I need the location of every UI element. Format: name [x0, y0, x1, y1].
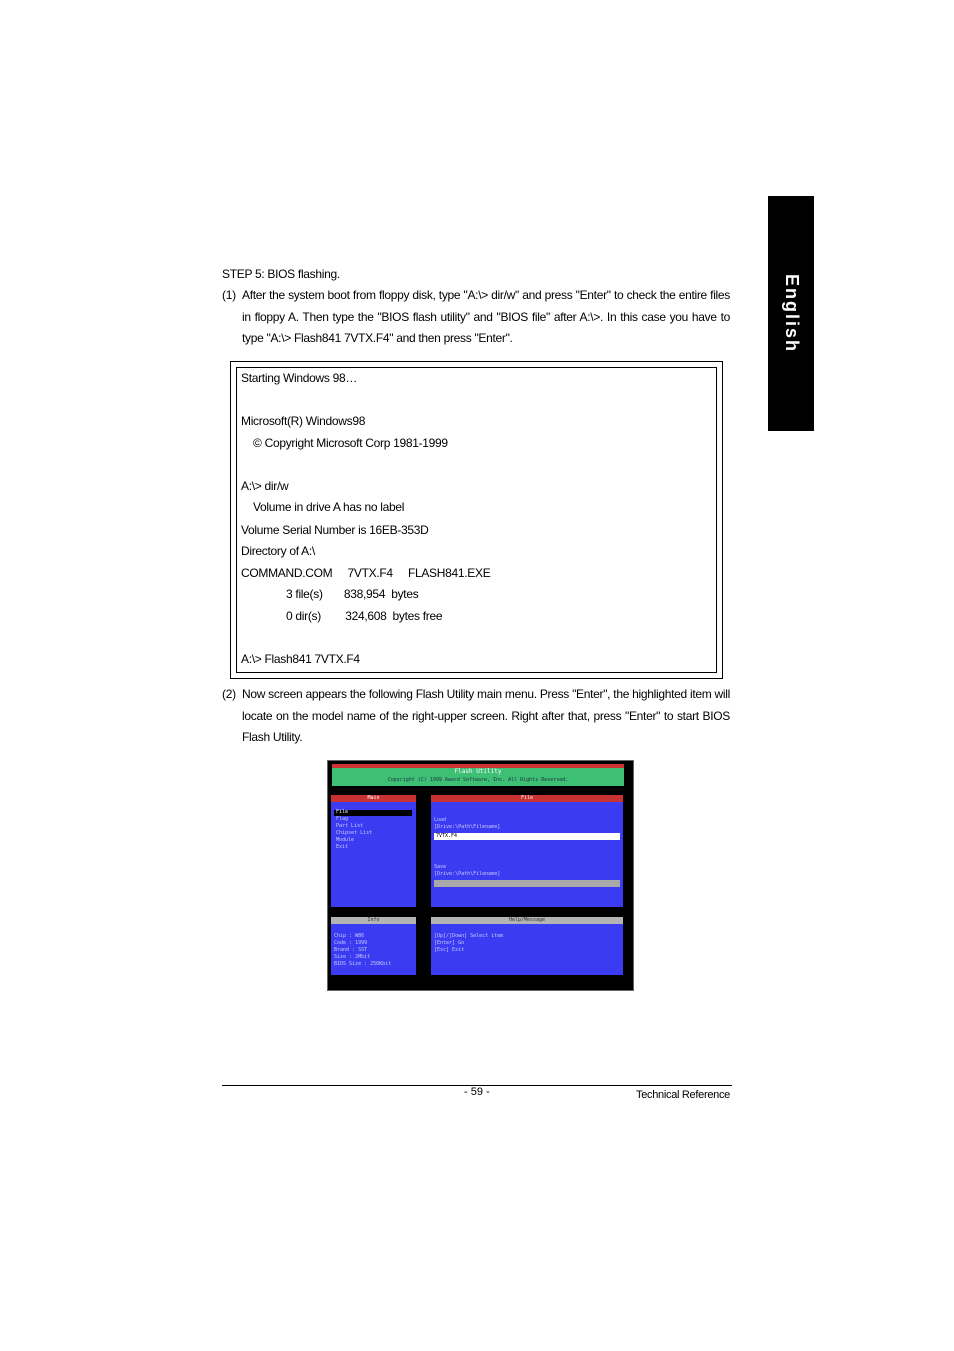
file-item[interactable]: [Drive:\Path\Filename]	[434, 824, 501, 830]
main-item[interactable]: Chipset List	[336, 830, 373, 836]
file-selection-bar	[434, 833, 620, 840]
file-item[interactable]: Load	[434, 817, 447, 823]
main-item[interactable]: Module	[336, 837, 355, 843]
dos-line: 0 dir(s) 324,608 bytes free	[286, 609, 443, 623]
instruction-2-number: (2)	[222, 687, 236, 701]
main-item[interactable]: Exit	[336, 844, 349, 850]
file-panel-header: File	[431, 795, 623, 802]
info-item: BIOS Size : 256Kbit	[334, 961, 392, 967]
dos-line: A:\> Flash841 7VTX.F4	[241, 652, 360, 666]
help-panel-header: Help/Message	[431, 917, 623, 924]
info-item: Brand : SST	[334, 947, 368, 953]
main-item[interactable]: File	[336, 809, 349, 815]
dos-line: Volume in drive A has no label	[253, 500, 405, 514]
help-item: [Enter] Go	[434, 940, 465, 946]
language-tab-label: English	[781, 273, 802, 354]
dos-line: Microsoft(R) Windows98	[241, 414, 366, 428]
main-panel-header: Main	[331, 795, 416, 802]
instruction-1	[222, 285, 730, 350]
flash-utility-screenshot	[327, 760, 634, 991]
dos-line: A:\> dir/w	[241, 479, 289, 493]
info-panel	[331, 917, 416, 975]
flash-title: Flash Utility	[454, 768, 502, 775]
instruction-1-number: (1)	[222, 288, 236, 302]
file-item[interactable]: 7VTX.F4	[436, 833, 458, 839]
file-item[interactable]: [Drive:\Path\Filename]	[434, 871, 501, 877]
help-item: [Esc] Exit	[434, 947, 465, 953]
dos-screen-inner	[236, 367, 717, 673]
instruction-2	[222, 684, 730, 749]
dos-line: Starting Windows 98…	[241, 371, 358, 385]
dos-line: Volume Serial Number is 16EB-353D	[241, 523, 429, 537]
main-item[interactable]: Flag	[336, 816, 349, 822]
footer-section-title: Technical Reference	[636, 1089, 730, 1101]
language-tab	[768, 196, 814, 431]
file-panel	[431, 795, 623, 907]
file-item[interactable]: Save	[434, 864, 447, 870]
dos-screen-box	[230, 361, 723, 679]
flash-copyright: Copyright (C) 1999 Award Software, Inc. All Rights Reserved.	[387, 777, 569, 783]
instruction-2-text: Now screen appears the following Flash Utility main menu. Press "Enter", the highlighted item will locate on the model name of the right-upper screen. Right after that, press "Enter" to start BIOS Flash Utility.	[242, 687, 730, 744]
info-item: Size : 2Mbit	[334, 954, 371, 960]
help-item: [Up]/[Down] Select item	[434, 933, 504, 939]
page-number: - 59 -	[464, 1086, 490, 1098]
dos-line: COMMAND.COM 7VTX.F4 FLASH841.EXE	[241, 566, 491, 580]
dos-line: 3 file(s) 838,954 bytes	[286, 587, 419, 601]
dos-line: Directory of A:\	[241, 544, 315, 558]
main-item[interactable]: Part List	[336, 823, 364, 829]
help-panel	[431, 917, 623, 975]
instruction-1-text: After the system boot from floppy disk, type "A:\> dir/w" and press "Enter" to check the entire files in floppy A. Then type the "BIOS flash utility" and "BIOS file" after A:\>. In this case you have to type "A:\> Flash841 7VTX.F4" and then press "Enter".	[242, 288, 730, 345]
info-item: Code : 1999	[334, 940, 368, 946]
main-panel	[331, 795, 416, 907]
save-input-bar[interactable]	[434, 880, 620, 887]
info-item: Chip : W86	[334, 933, 365, 939]
flash-title-bar	[332, 764, 624, 786]
dos-line: © Copyright Microsoft Corp 1981-1999	[253, 436, 448, 450]
info-panel-header: Info	[331, 917, 416, 924]
step-heading: STEP 5: BIOS flashing.	[222, 267, 340, 281]
